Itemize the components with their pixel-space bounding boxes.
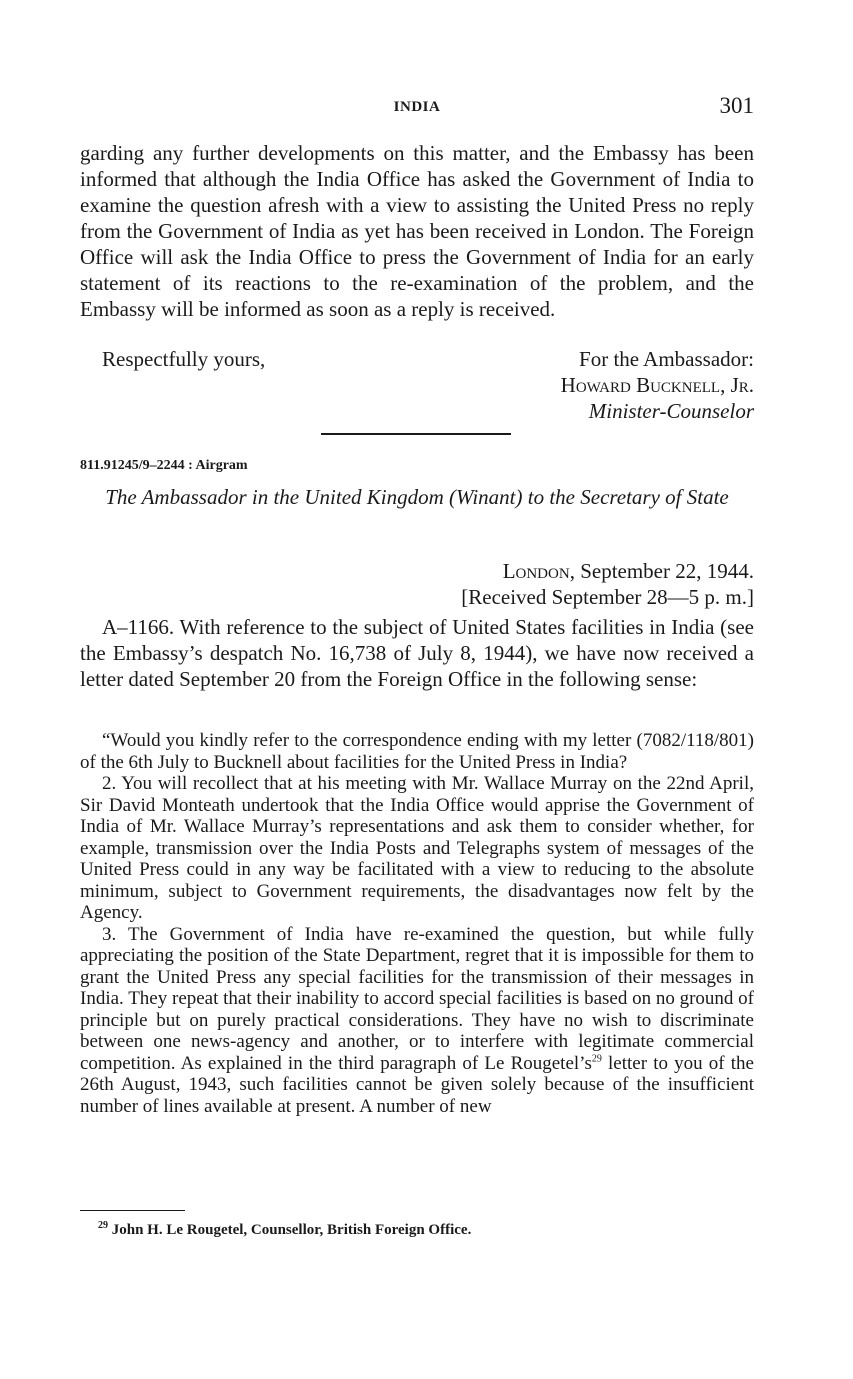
footnote-reference: 29 bbox=[591, 1053, 602, 1065]
running-title: INDIA bbox=[393, 99, 441, 115]
section-divider bbox=[321, 433, 511, 435]
continuation-paragraph: garding any further developments on this matter, and the Embassy has been informed that although the India Office has asked the Government of India to examine the question afresh with a view to assisting the United Press no reply from the Government of India as yet has been received in London. The Foreign Office will ask the India Office to press the Government of India for an early statement of its reactions to the re-examination of the problem, and the Embassy will be informed as soon as a reply is received. bbox=[80, 141, 754, 321]
footnote-divider bbox=[80, 1210, 185, 1211]
quote-paragraph-3-end: letter to you of the 26th August, 1943, such facilities cannot be given solely because of the insufficient number of lines available at present. A number of new bbox=[80, 1052, 754, 1117]
signature-block bbox=[561, 346, 754, 424]
quoted-letter bbox=[80, 730, 754, 1117]
document-page bbox=[80, 0, 754, 1379]
quote-paragraph-3-start: 3. The Government of India have re-examined the question, but while fully appreciating the position of the State Department, regret that it is impossible for them to grant the United Press any special facilities for the transmission of their messages in India. They repeat that their inability to accord special facilities is based on no ground of principle but on purely practical considerations. They have no wish to discriminate between one news-agency and another, or to interfere with legitimate commercial competition. As explained in the third paragraph of Le Rougetel’s bbox=[80, 923, 754, 1074]
file-reference: 811.91245/9–2244 : Airgram bbox=[80, 458, 248, 473]
dateline bbox=[461, 558, 754, 610]
signer-name: Howard Bucknell, Jr. bbox=[560, 373, 754, 397]
dateline-date: , September 22, 1944. bbox=[569, 559, 754, 583]
running-head bbox=[80, 93, 754, 123]
dateline-received: [Received September 28—5 p. m.] bbox=[461, 585, 754, 609]
airgram-opening: A–1166. With reference to the subject of United States facilities in India (see the Embassy’s despatch No. 16,738 of July 8, 1944), we have now received a letter dated September 20 from the Foreign Office in the following sense: bbox=[80, 615, 754, 691]
quote-paragraph-1: “Would you kindly refer to the correspondence ending with my letter (7082/118/801) of the 6th July to Bucknell about facilities for the United Press in India? bbox=[80, 730, 754, 773]
signer-title: Minister-Counselor bbox=[588, 399, 754, 423]
quote-paragraph-2: 2. You will recollect that at his meeting with Mr. Wallace Murray on the 22nd April, Sir David Monteath undertook that the India Office would apprise the Government of India of Mr. Wallace Murray’s representations and ask them to consider whether, for example, transmission over the India Posts and Telegraphs system of messages of the United Press could in any way be facilitated with a view to reducing to the absolute minimum, subject to Government requirements, the disadvantages now felt by the Agency. bbox=[80, 773, 754, 923]
footnote-marker: 29 bbox=[98, 1220, 108, 1231]
quote-paragraph-3 bbox=[80, 924, 754, 1118]
page-number: 301 bbox=[719, 93, 754, 118]
document-title: The Ambassador in the United Kingdom (Winant) to the Secretary of State bbox=[105, 485, 729, 509]
dateline-sent bbox=[461, 558, 754, 584]
for-ambassador-line: For the Ambassador: bbox=[579, 347, 754, 371]
dateline-place: London bbox=[502, 559, 570, 583]
footnote bbox=[98, 1222, 471, 1239]
footnote-text: John H. Le Rougetel, Counsellor, British Foreign Office. bbox=[108, 1222, 472, 1238]
salutation: Respectfully yours, bbox=[102, 347, 266, 371]
